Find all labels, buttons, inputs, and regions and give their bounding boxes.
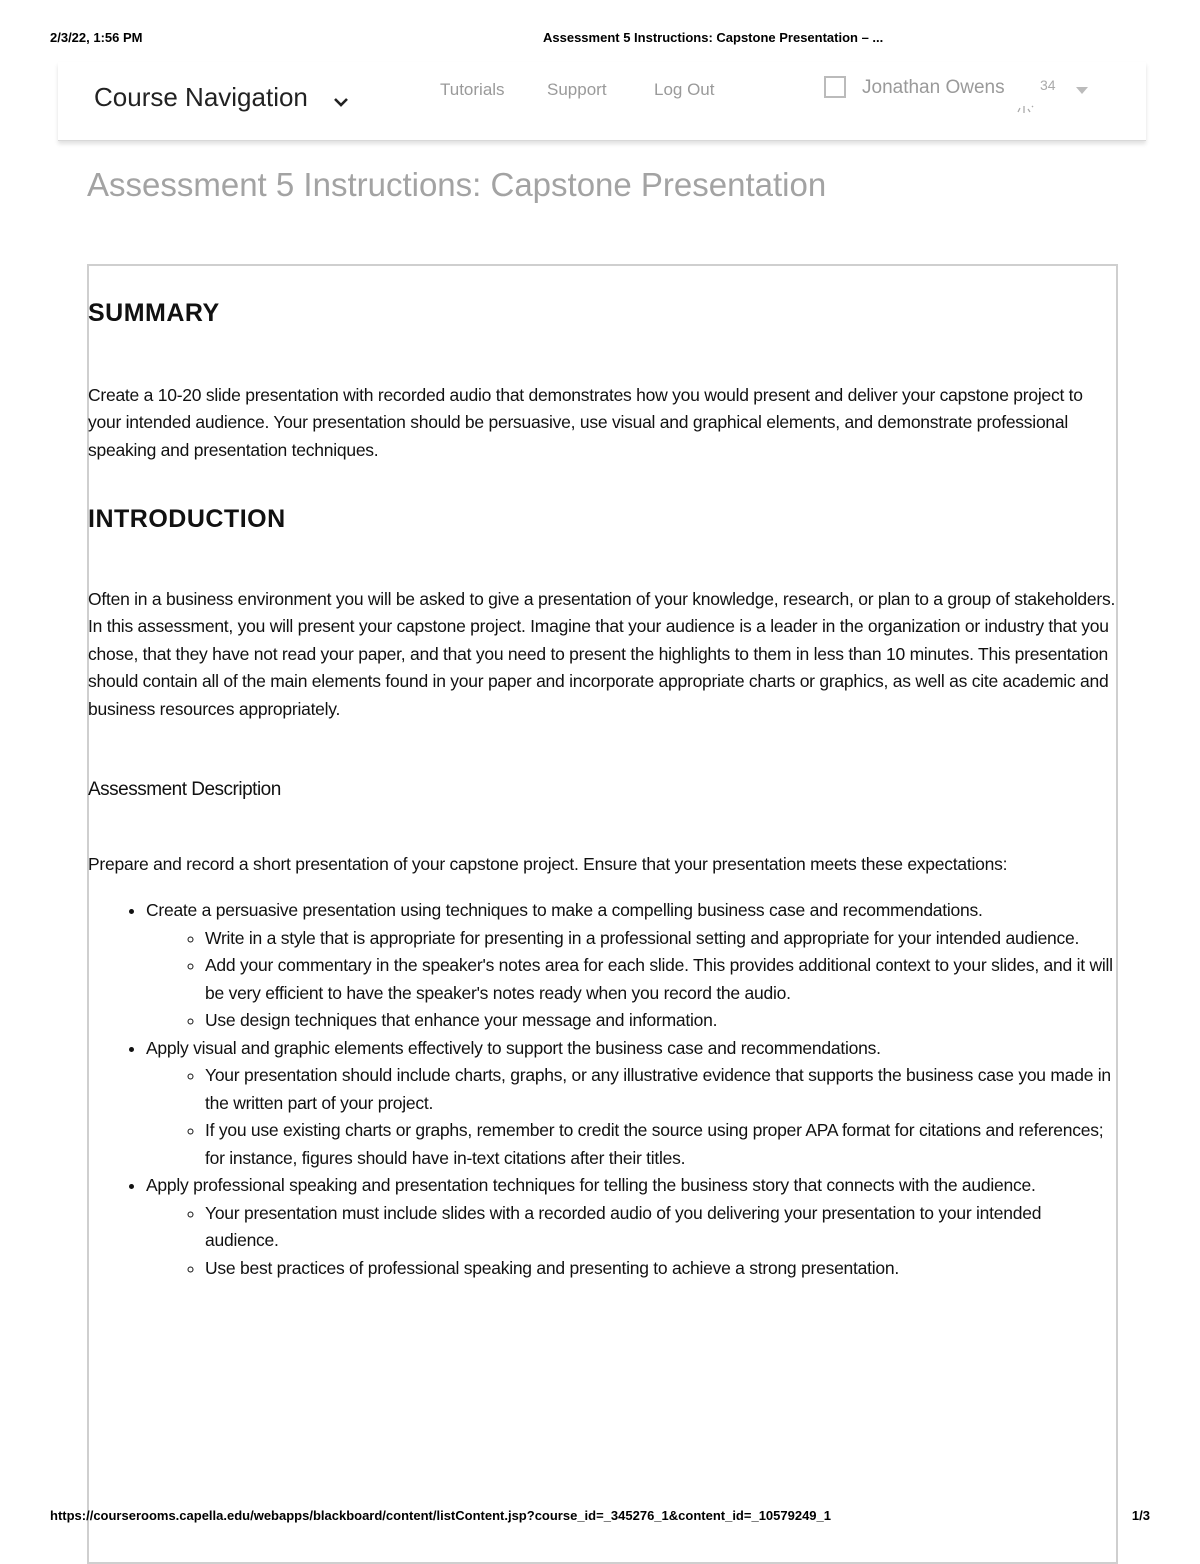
course-navigation-label: Course Navigation <box>94 82 308 112</box>
list-item <box>146 897 1118 1035</box>
sub-list <box>146 1062 1118 1172</box>
nav-link-log-out[interactable]: Log Out <box>654 80 715 99</box>
print-footer <box>50 1508 1150 1528</box>
print-page-number: 1/3 <box>1131 1508 1150 1523</box>
introduction-heading: INTRODUCTION <box>88 505 286 533</box>
summary-heading: SUMMARY <box>88 299 220 327</box>
sub-list-item: ◦ Your presentation must include slides with a recorded audio of you delivering your presentation to your intended audience. <box>205 1200 1118 1255</box>
print-page-title: Assessment 5 Instructions: Capstone Presentation – ... <box>543 30 884 45</box>
page-title: Assessment 5 Instructions: Capstone Presentation <box>87 166 827 203</box>
nav-link-tutorials[interactable]: Tutorials <box>440 80 505 99</box>
sub-list <box>146 925 1118 1035</box>
sub-list-item: ◦ Use best practices of professional speaking and presenting to achieve a strong presentation. <box>205 1255 1118 1283</box>
list-item-text: Create a persuasive presentation using techniques to make a compelling business case and recommendations. <box>146 900 983 920</box>
course-navigation-dropdown[interactable] <box>94 82 349 115</box>
top-navigation-bar <box>58 62 1146 141</box>
list-item <box>146 1172 1118 1282</box>
sub-list-item: ◦ Use design techniques that enhance your message and information. <box>205 1007 1118 1035</box>
sub-list-item: ◦ Add your commentary in the speaker's notes area for each slide. This provides additional context to your slides, and it will be very efficient to have the speaker's notes ready when you record the audio. <box>205 952 1118 1007</box>
list-item <box>146 1035 1118 1173</box>
list-item-text: Apply professional speaking and presentation techniques for telling the business story that connects with the audience. <box>146 1175 1036 1195</box>
nav-link-support[interactable]: Support <box>547 80 607 99</box>
chevron-down-icon <box>333 84 349 115</box>
introduction-text: Often in a business environment you will be asked to give a presentation of your knowledge, research, or plan to a group of stakeholders. In this assessment, you will present your capstone project. Imagine that your audience is a leader in the organization or industry that you chose, that they have not read your paper, and that you need to present the highlights to them in less than 10 minutes. This presentation should contain all of the main elements found in your paper and incorporate appropriate charts or graphics, as well as cite academic and business resources appropriately. <box>88 588 1116 719</box>
assignment-content <box>88 300 1118 1282</box>
print-date: 2/3/22, 1:56 PM <box>50 30 143 45</box>
sub-list-item: ◦ If you use existing charts or graphs, remember to credit the source using proper APA format for citations and references; for instance, figures should have in-text citations after their titles. <box>205 1117 1118 1172</box>
user-name[interactable]: Jonathan Owens <box>862 77 1005 98</box>
print-url: https://courserooms.capella.edu/webapps/blackboard/content/listContent.jsp?course_id=_345276_1&content_id=_10579249_1 <box>50 1508 831 1523</box>
loading-spinner-icon <box>1015 102 1035 120</box>
list-item-text: Apply visual and graphic elements effectively to support the business case and recommendations. <box>146 1037 881 1058</box>
summary-text: Create a 10-20 slide presentation with recorded audio that demonstrates how you would present and deliver your capstone project to your intended audience. Your presentation should be persuasive, use visual and graphical elements, and demonstrate professional speaking and presentation techniques. <box>88 384 1083 460</box>
print-header <box>50 30 1150 50</box>
notification-count[interactable]: 34 <box>1040 77 1056 93</box>
user-menu-caret-icon[interactable] <box>1076 82 1088 100</box>
expectations-list <box>88 897 1118 1282</box>
assessment-description-intro: Prepare and record a short presentation of your capstone project. Ensure that your presentation meets these expectations: <box>88 853 1008 874</box>
sub-list <box>146 1200 1118 1283</box>
sub-list-item: ◦ Your presentation should include charts, graphs, or any illustrative evidence that supports the business case you made in the written part of your project. <box>205 1062 1118 1117</box>
user-checkbox[interactable] <box>824 76 846 98</box>
assessment-description-heading: Assessment Description <box>88 779 281 800</box>
sub-list-item: ◦ Write in a style that is appropriate for presenting in a professional setting and appropriate for your intended audience. <box>205 925 1118 953</box>
